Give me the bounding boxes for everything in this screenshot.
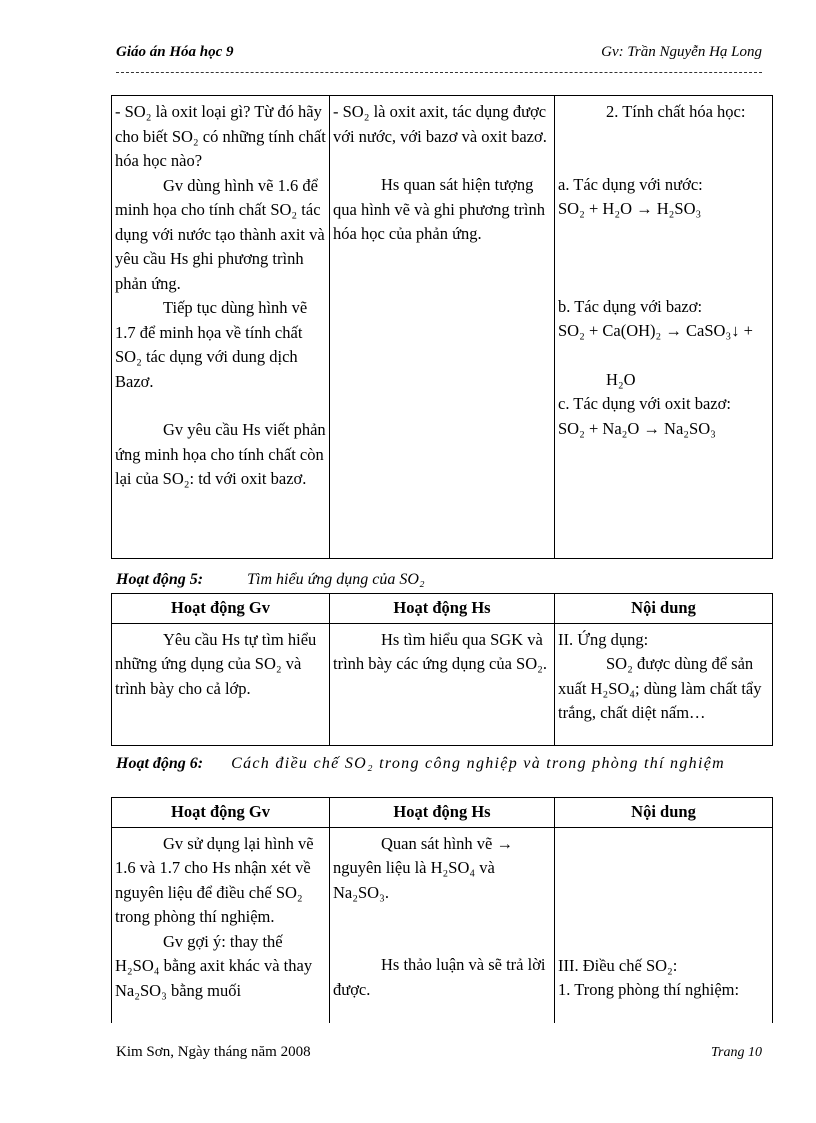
applications-title: II. Ứng dụng: [558,629,649,649]
section-6-tag: Hoạt động 6: [116,755,204,772]
gv-figure-1-6: Gv dùng hình vẽ 1.6 để minh họa cho tính chất SO₂ tác dụng với nước tạo thành axit và yêu cầu Hs ghi phương trình phản ứng. [115,175,325,293]
header-content: Nội dung [555,594,773,624]
content-item-c: c. Tác dụng với oxit bazơ: [558,394,731,413]
preparation-lab: 1. Trong phòng thí nghiệm: [558,980,740,999]
section-5-tag: Hoạt động 5: [116,571,204,588]
section-5-heading [116,571,425,589]
header-hs: Hoạt động Hs [330,798,555,828]
preparation-content [555,827,773,1023]
header-teacher: Gv: Trần Nguyễn Hạ Long [601,44,762,60]
footer-page-number: Trang 10 [711,1045,762,1060]
page-header [116,44,762,73]
gv-figure-1-7: Tiếp tục dùng hình vẽ 1.7 để minh họa về tính chất SO₂ tác dụng với dung dịch Bazơ. [115,298,308,391]
header-subject: Giáo án Hóa học 9 [116,44,234,60]
content-section-title: 2. Tính chất hóa học: [606,102,746,121]
preparation-gv [112,827,330,1023]
section-6-title: Cách điều chế SO₂ trong công nghiệp và trong phòng thí nghiệm [231,755,725,772]
gv-oxide-request: Gv yêu cầu Hs viết phản ứng minh họa cho tính chất còn lại của SO₂: td với oxit bazơ. [115,420,326,488]
hs-observe: Hs quan sát hiện tượng qua hình vẽ và ghi phương trình hóa học của phản ứng. [333,175,545,243]
preparation-hs-2: Hs thảo luận và sẽ trả lời được. [333,955,546,999]
gv-question: - SO₂ là oxit loại gì? Từ đó hãy cho biết SO₂ có những tính chất hóa học nào? [115,102,326,170]
footer-location-date: Kim Sơn, Ngày tháng năm 2008 [116,1044,311,1060]
equation-water: SO₂ + H₂O → H₂SO₃ [558,199,702,218]
hs-answer: - SO₂ là oxit axit, tác dụng được với nước, với bazơ và oxit bazơ. [333,102,547,146]
applications-content [555,623,773,745]
equation-base-water: H₂O [606,369,636,389]
preparation-gv-2: Gv gợi ý: thay thế H₂SO₄ bằng axit khác và thay Na₂SO₃ bằng muối [115,931,313,1000]
content-item-a: a. Tác dụng với nước: [558,174,703,194]
table-chemical-properties [111,95,773,559]
table-applications [111,593,773,746]
header-gv: Hoạt động Gv [112,594,330,624]
preparation-hs-1: Quan sát hình vẽ → nguyên liệu là H₂SO₄ và Na₂SO₃. [333,833,513,902]
equation-base: SO₂ + Ca(OH)₂ → CaSO₃↓ + [558,321,753,340]
table-preparation [111,797,773,1023]
section-6-heading [116,752,762,776]
preparation-hs [330,827,555,1023]
header-content: Nội dung [555,798,773,828]
section-5-title: Tìm hiểu ứng dụng của SO₂ [247,571,425,588]
header-hs: Hoạt động Hs [330,594,555,624]
preparation-title: III. Điều chế SO₂: [558,955,678,975]
equation-oxide: SO₂ + Na₂O → Na₂SO₃ [558,418,716,438]
cell-hs-activities [330,96,555,559]
applications-hs: Hs tìm hiểu qua SGK và trình bày các ứng dụng của SO₂. [330,623,555,745]
applications-gv: Yêu cầu Hs tự tìm hiểu những ứng dụng của SO₂ và trình bày cho cả lớp. [112,623,330,745]
header-gv: Hoạt động Gv [112,798,330,828]
preparation-gv-1: Gv sử dụng lại hình vẽ 1.6 và 1.7 cho Hs nhận xét về nguyên liệu để điều chế SO₂ trong phòng thí nghiệm. [115,833,314,926]
applications-text: SO₂ được dùng để sản xuất H₂SO₄; dùng làm chất tẩy trắng, chất diệt nấm… [558,654,762,722]
content-item-b: b. Tác dụng với bazơ: [558,296,703,316]
cell-gv-activities [112,96,330,559]
cell-content [555,96,773,559]
